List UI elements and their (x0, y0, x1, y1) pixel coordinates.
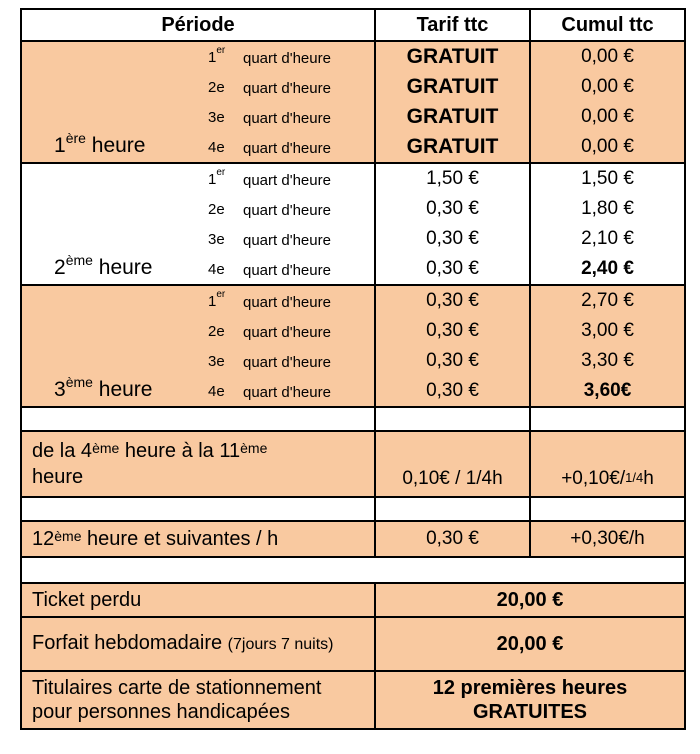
quarter-period (21, 285, 375, 316)
extended-hours-cumul: +0,10€/$^{1/4}$h (530, 431, 685, 497)
header-tarif: Tarif ttc (375, 9, 530, 41)
lost-ticket-label: Ticket perdu (21, 583, 375, 617)
spacer-row (21, 497, 685, 521)
quarter-period (21, 376, 375, 407)
spacer-row (21, 407, 685, 431)
twelfth-hour-tarif: 0,30 € (375, 521, 530, 557)
tariff-table-container (20, 8, 684, 730)
quarter-tarif: GRATUIT (375, 41, 530, 72)
quarter-tarif: 1,50 € (375, 163, 530, 194)
quarter-label: quart d'heure (243, 202, 331, 219)
quarter-row (21, 163, 685, 194)
quarter-tarif: GRATUIT (375, 72, 530, 102)
disabled-permit-label: Titulaires carte de stationnement pour personnes handicapées (21, 671, 375, 729)
quarter-tarif: 0,30 € (375, 224, 530, 254)
quarter-cumul: 2,70 € (530, 285, 685, 316)
extended-hours-label: de la 4ème heure à la 11ème heure (21, 431, 375, 497)
quarter-tarif: 0,30 € (375, 254, 530, 285)
quarter-cumul: 0,00 € (530, 72, 685, 102)
quarter-cumul: 2,10 € (530, 224, 685, 254)
quarter-number: 1er (208, 289, 226, 310)
quarter-tarif: GRATUIT (375, 132, 530, 163)
quarter-label: quart d'heure (243, 294, 331, 311)
quarter-row (21, 376, 685, 407)
quarter-number: 2e (208, 79, 225, 96)
quarter-period (21, 254, 375, 285)
disabled-permit-row (21, 671, 685, 729)
quarter-number: 3e (208, 231, 225, 248)
quarter-cumul: 1,50 € (530, 163, 685, 194)
quarter-label: quart d'heure (243, 324, 331, 341)
twelfth-hour-label: 12ème heure et suivantes / h (21, 521, 375, 557)
quarter-number: 2e (208, 201, 225, 218)
quarter-label: quart d'heure (243, 110, 331, 127)
quarter-number: 1er (208, 167, 226, 188)
quarter-label: quart d'heure (243, 262, 331, 279)
quarter-number: 2e (208, 323, 225, 340)
quarter-tarif: 0,30 € (375, 285, 530, 316)
quarter-label: quart d'heure (243, 354, 331, 371)
quarter-period (21, 346, 375, 376)
quarter-cumul: 3,60€ (530, 376, 685, 407)
quarter-number: 4e (208, 139, 225, 156)
quarter-row (21, 102, 685, 132)
quarter-row (21, 72, 685, 102)
quarter-row (21, 316, 685, 346)
extended-hours-row (21, 431, 685, 497)
disabled-permit-value: 12 premières heures GRATUITES (375, 671, 685, 729)
quarter-period (21, 194, 375, 224)
quarter-period (21, 316, 375, 346)
header-periode: Période (21, 9, 375, 41)
quarter-row (21, 194, 685, 224)
quarter-number: 3e (208, 109, 225, 126)
quarter-row (21, 132, 685, 163)
lost-ticket-value: 20,00 € (375, 583, 685, 617)
weekly-pass-row (21, 617, 685, 671)
hour-label: 2ème heure (54, 252, 153, 279)
quarter-label: quart d'heure (243, 140, 331, 157)
quarter-cumul: 0,00 € (530, 132, 685, 163)
quarter-row (21, 254, 685, 285)
weekly-pass-label: Forfait hebdomadaire (7jours 7 nuits) (21, 617, 375, 671)
quarter-number: 1er (208, 45, 226, 66)
quarter-row (21, 224, 685, 254)
twelfth-hour-cumul: +0,30€/h (530, 521, 685, 557)
quarter-label: quart d'heure (243, 80, 331, 97)
quarter-label: quart d'heure (243, 172, 331, 189)
spacer-row (21, 557, 685, 583)
quarter-label: quart d'heure (243, 50, 331, 67)
quarter-label: quart d'heure (243, 232, 331, 249)
quarter-tarif: 0,30 € (375, 316, 530, 346)
quarter-period (21, 41, 375, 72)
quarter-period (21, 102, 375, 132)
quarter-cumul: 0,00 € (530, 102, 685, 132)
quarter-number: 4e (208, 261, 225, 278)
quarter-cumul: 1,80 € (530, 194, 685, 224)
quarter-period (21, 132, 375, 163)
quarter-row (21, 346, 685, 376)
table-header-row (21, 9, 685, 41)
quarter-row (21, 41, 685, 72)
header-cumul: Cumul ttc (530, 9, 685, 41)
quarter-period (21, 72, 375, 102)
quarter-row (21, 285, 685, 316)
hour-label: 3ème heure (54, 374, 153, 401)
quarter-cumul: 2,40 € (530, 254, 685, 285)
quarter-cumul: 0,00 € (530, 41, 685, 72)
quarter-number: 3e (208, 353, 225, 370)
extended-hours-tarif: 0,10€ / 1/4h (375, 431, 530, 497)
quarter-number: 4e (208, 383, 225, 400)
quarter-period (21, 224, 375, 254)
quarter-label: quart d'heure (243, 384, 331, 401)
hour-label: 1ère heure (54, 130, 146, 157)
quarter-cumul: 3,30 € (530, 346, 685, 376)
quarter-tarif: 0,30 € (375, 346, 530, 376)
tariff-table (20, 8, 686, 730)
quarter-tarif: GRATUIT (375, 102, 530, 132)
quarter-period (21, 163, 375, 194)
hour-rows (21, 41, 685, 407)
weekly-pass-value: 20,00 € (375, 617, 685, 671)
lost-ticket-row (21, 583, 685, 617)
quarter-tarif: 0,30 € (375, 376, 530, 407)
quarter-cumul: 3,00 € (530, 316, 685, 346)
quarter-tarif: 0,30 € (375, 194, 530, 224)
twelfth-hour-row (21, 521, 685, 557)
